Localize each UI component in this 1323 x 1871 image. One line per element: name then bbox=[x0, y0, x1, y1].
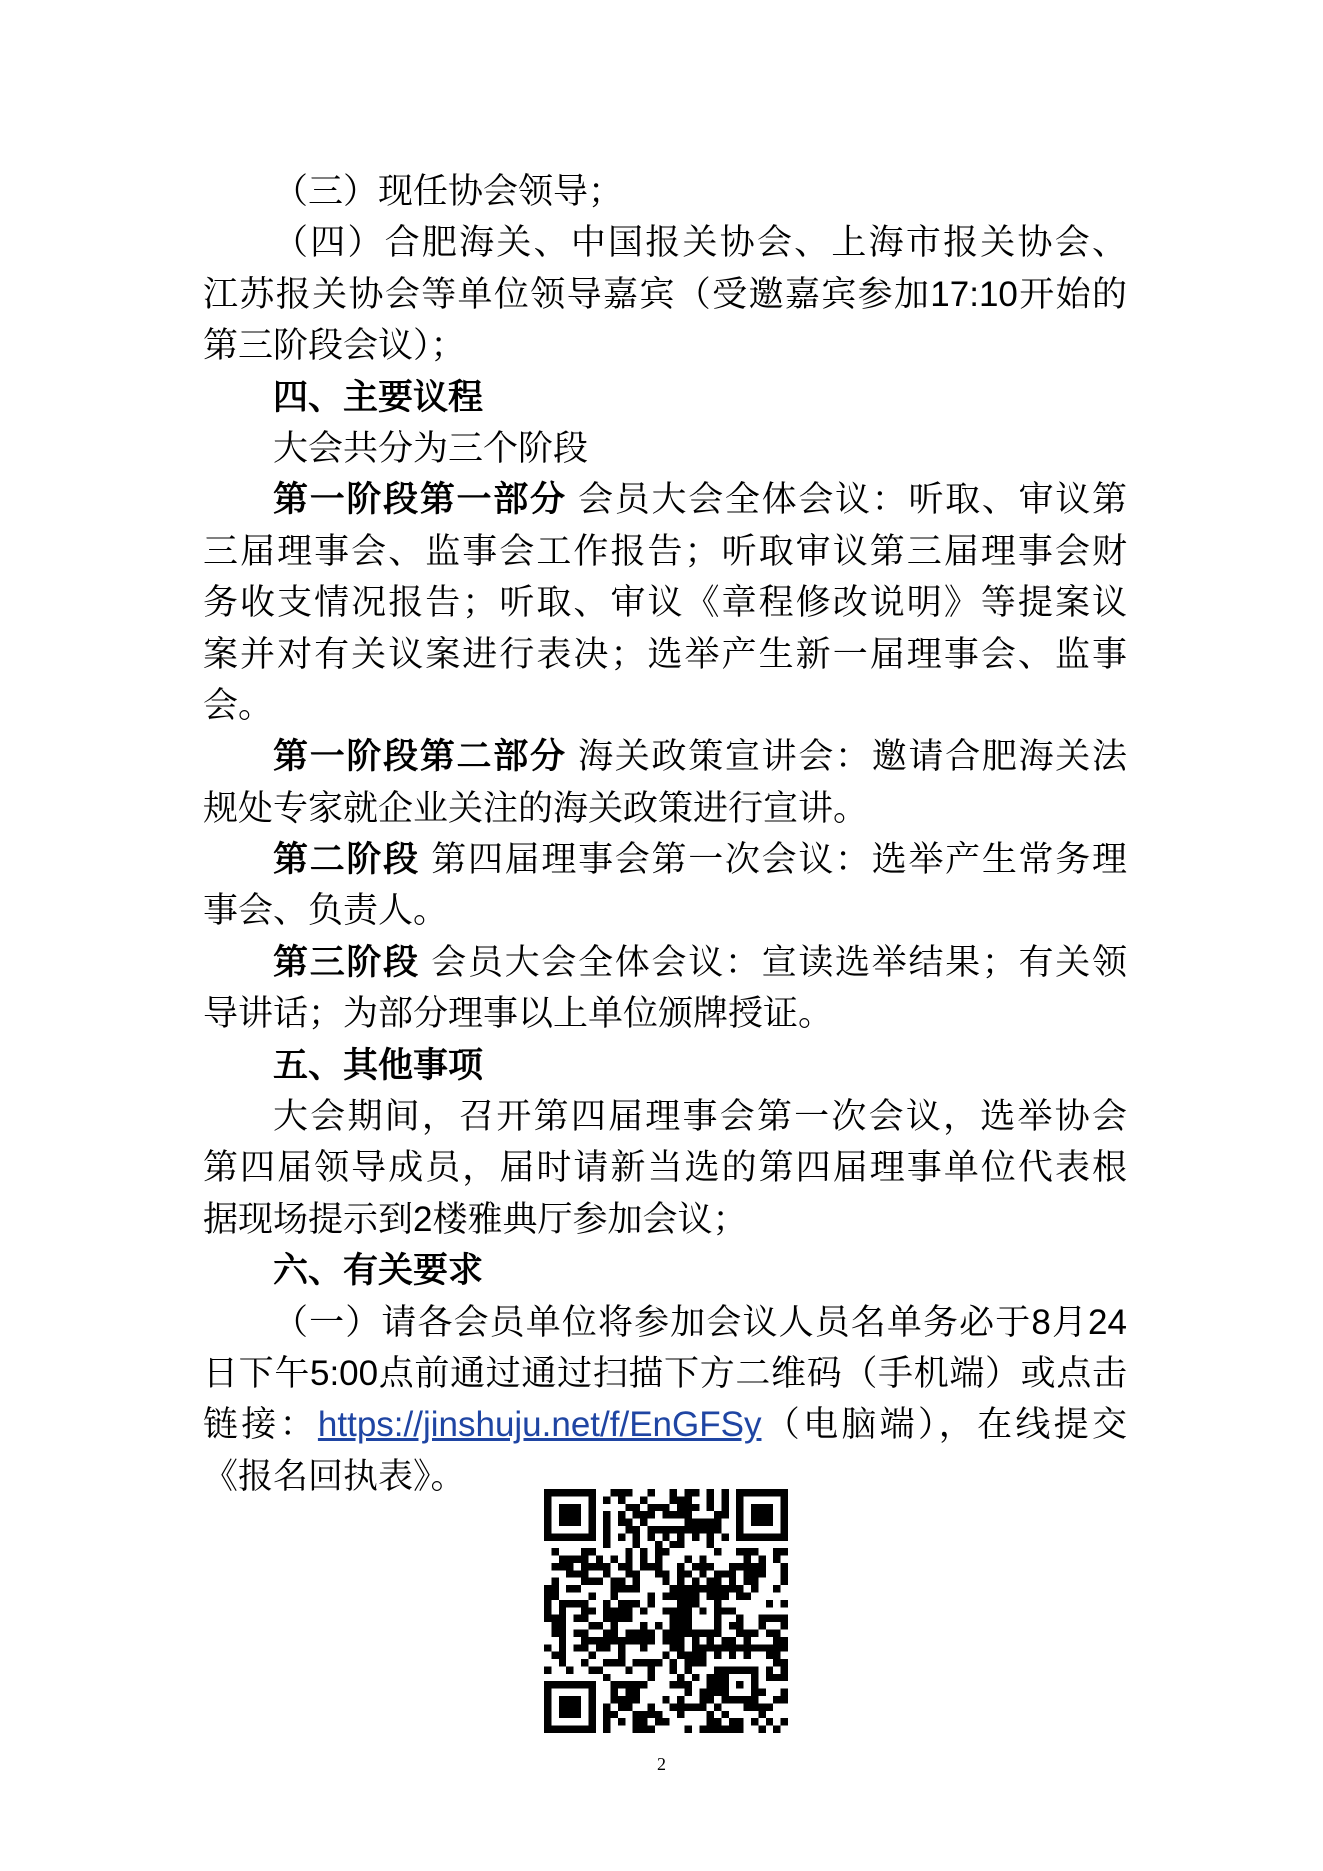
text-line bbox=[203, 834, 1127, 885]
stage-text: 会员大会全体会议：听取、审议第 bbox=[578, 480, 1127, 520]
text-line: 务收支情况报告；听取、审议《章程修改说明》等提案议 bbox=[203, 583, 1127, 623]
stage-text: 海关政策宣讲会：邀请合肥海关法 bbox=[578, 737, 1127, 777]
text-line: 三届理事会、监事会工作报告；听取审议第三届理事会财 bbox=[203, 531, 1127, 571]
qr-finder-top-right bbox=[736, 1489, 788, 1541]
text-line: （三）现任协会领导； bbox=[273, 172, 624, 211]
paragraph-other-matters bbox=[203, 1091, 1127, 1245]
stage-label: 第三阶段 bbox=[273, 942, 420, 982]
paragraph-stage-1-part-2 bbox=[203, 731, 1127, 834]
qr-alignment-pattern bbox=[721, 1666, 758, 1703]
qr-finder-top-left bbox=[544, 1489, 596, 1541]
section-heading-agenda: 四、主要议程 bbox=[273, 377, 484, 417]
text-line: 江苏报关协会等单位领导嘉宾（受邀嘉宾参加17:10开始的 bbox=[203, 274, 1127, 314]
registration-form-link[interactable]: https://jinshuju.net/f/EnGFSy bbox=[317, 1405, 762, 1445]
section-heading-requirements: 六、有关要求 bbox=[273, 1251, 484, 1291]
text-line: 第三阶段会议）； bbox=[203, 326, 466, 366]
stage-label: 第一阶段第二部分 bbox=[273, 737, 567, 777]
text-line: 案并对有关议案进行表决；选举产生新一届理事会、监事 bbox=[203, 634, 1127, 674]
paragraph-requirement-1 bbox=[203, 1297, 1127, 1503]
text-line: （四）合肥海关、中国报关协会、上海市报关协会、 bbox=[273, 223, 1127, 263]
document-body bbox=[203, 166, 1127, 1502]
stage-text: 会员大会全体会议：宣读选举结果；有关领 bbox=[431, 942, 1127, 982]
stage-text: 第四届理事会第一次会议：选举产生常务理 bbox=[431, 840, 1127, 880]
paragraph-stage-2 bbox=[203, 834, 1127, 937]
text-line bbox=[203, 731, 1127, 782]
text-line bbox=[203, 474, 1127, 525]
link-suffix: （电脑端），在线提交 bbox=[761, 1405, 1127, 1445]
section-heading-other-matters: 五、其他事项 bbox=[273, 1045, 484, 1085]
link-prefix: 链接： bbox=[203, 1405, 318, 1445]
text-line: （一）请各会员单位将参加会议人员名单务必于8月24 bbox=[273, 1302, 1127, 1342]
paragraph-stage-3 bbox=[203, 937, 1127, 1040]
agenda-intro: 大会共分为三个阶段 bbox=[273, 428, 589, 468]
text-line: 日下午5:00点前通过通过扫描下方二维码（手机端）或点击 bbox=[203, 1353, 1127, 1393]
text-line: 会。 bbox=[203, 685, 274, 725]
text-line: 事会、负责人。 bbox=[203, 891, 449, 931]
text-line: 规处专家就企业关注的海关政策进行宣讲。 bbox=[203, 788, 869, 828]
text-line: 第四届领导成员，届时请新当选的第四届理事单位代表根 bbox=[203, 1148, 1127, 1188]
text-line bbox=[203, 1399, 1127, 1450]
text-line: 大会期间，召开第四届理事会第一次会议，选举协会 bbox=[273, 1097, 1127, 1137]
stage-label: 第二阶段 bbox=[273, 840, 420, 880]
qr-code bbox=[544, 1489, 788, 1733]
paragraph-stage-1-part-1 bbox=[203, 474, 1127, 731]
page-number: 2 bbox=[657, 1754, 666, 1774]
text-line: 导讲话；为部分理事以上单位颁牌授证。 bbox=[203, 994, 834, 1034]
stage-label: 第一阶段第一部分 bbox=[273, 480, 567, 520]
text-line: 据现场提示到2楼雅典厅参加会议； bbox=[203, 1199, 748, 1239]
paragraph-attendee-item-3 bbox=[203, 166, 1127, 217]
text-line: 《报名回执表》。 bbox=[203, 1456, 466, 1496]
paragraph-attendee-item-4 bbox=[203, 217, 1127, 371]
qr-finder-bottom-left bbox=[544, 1681, 596, 1733]
text-line bbox=[203, 937, 1127, 988]
